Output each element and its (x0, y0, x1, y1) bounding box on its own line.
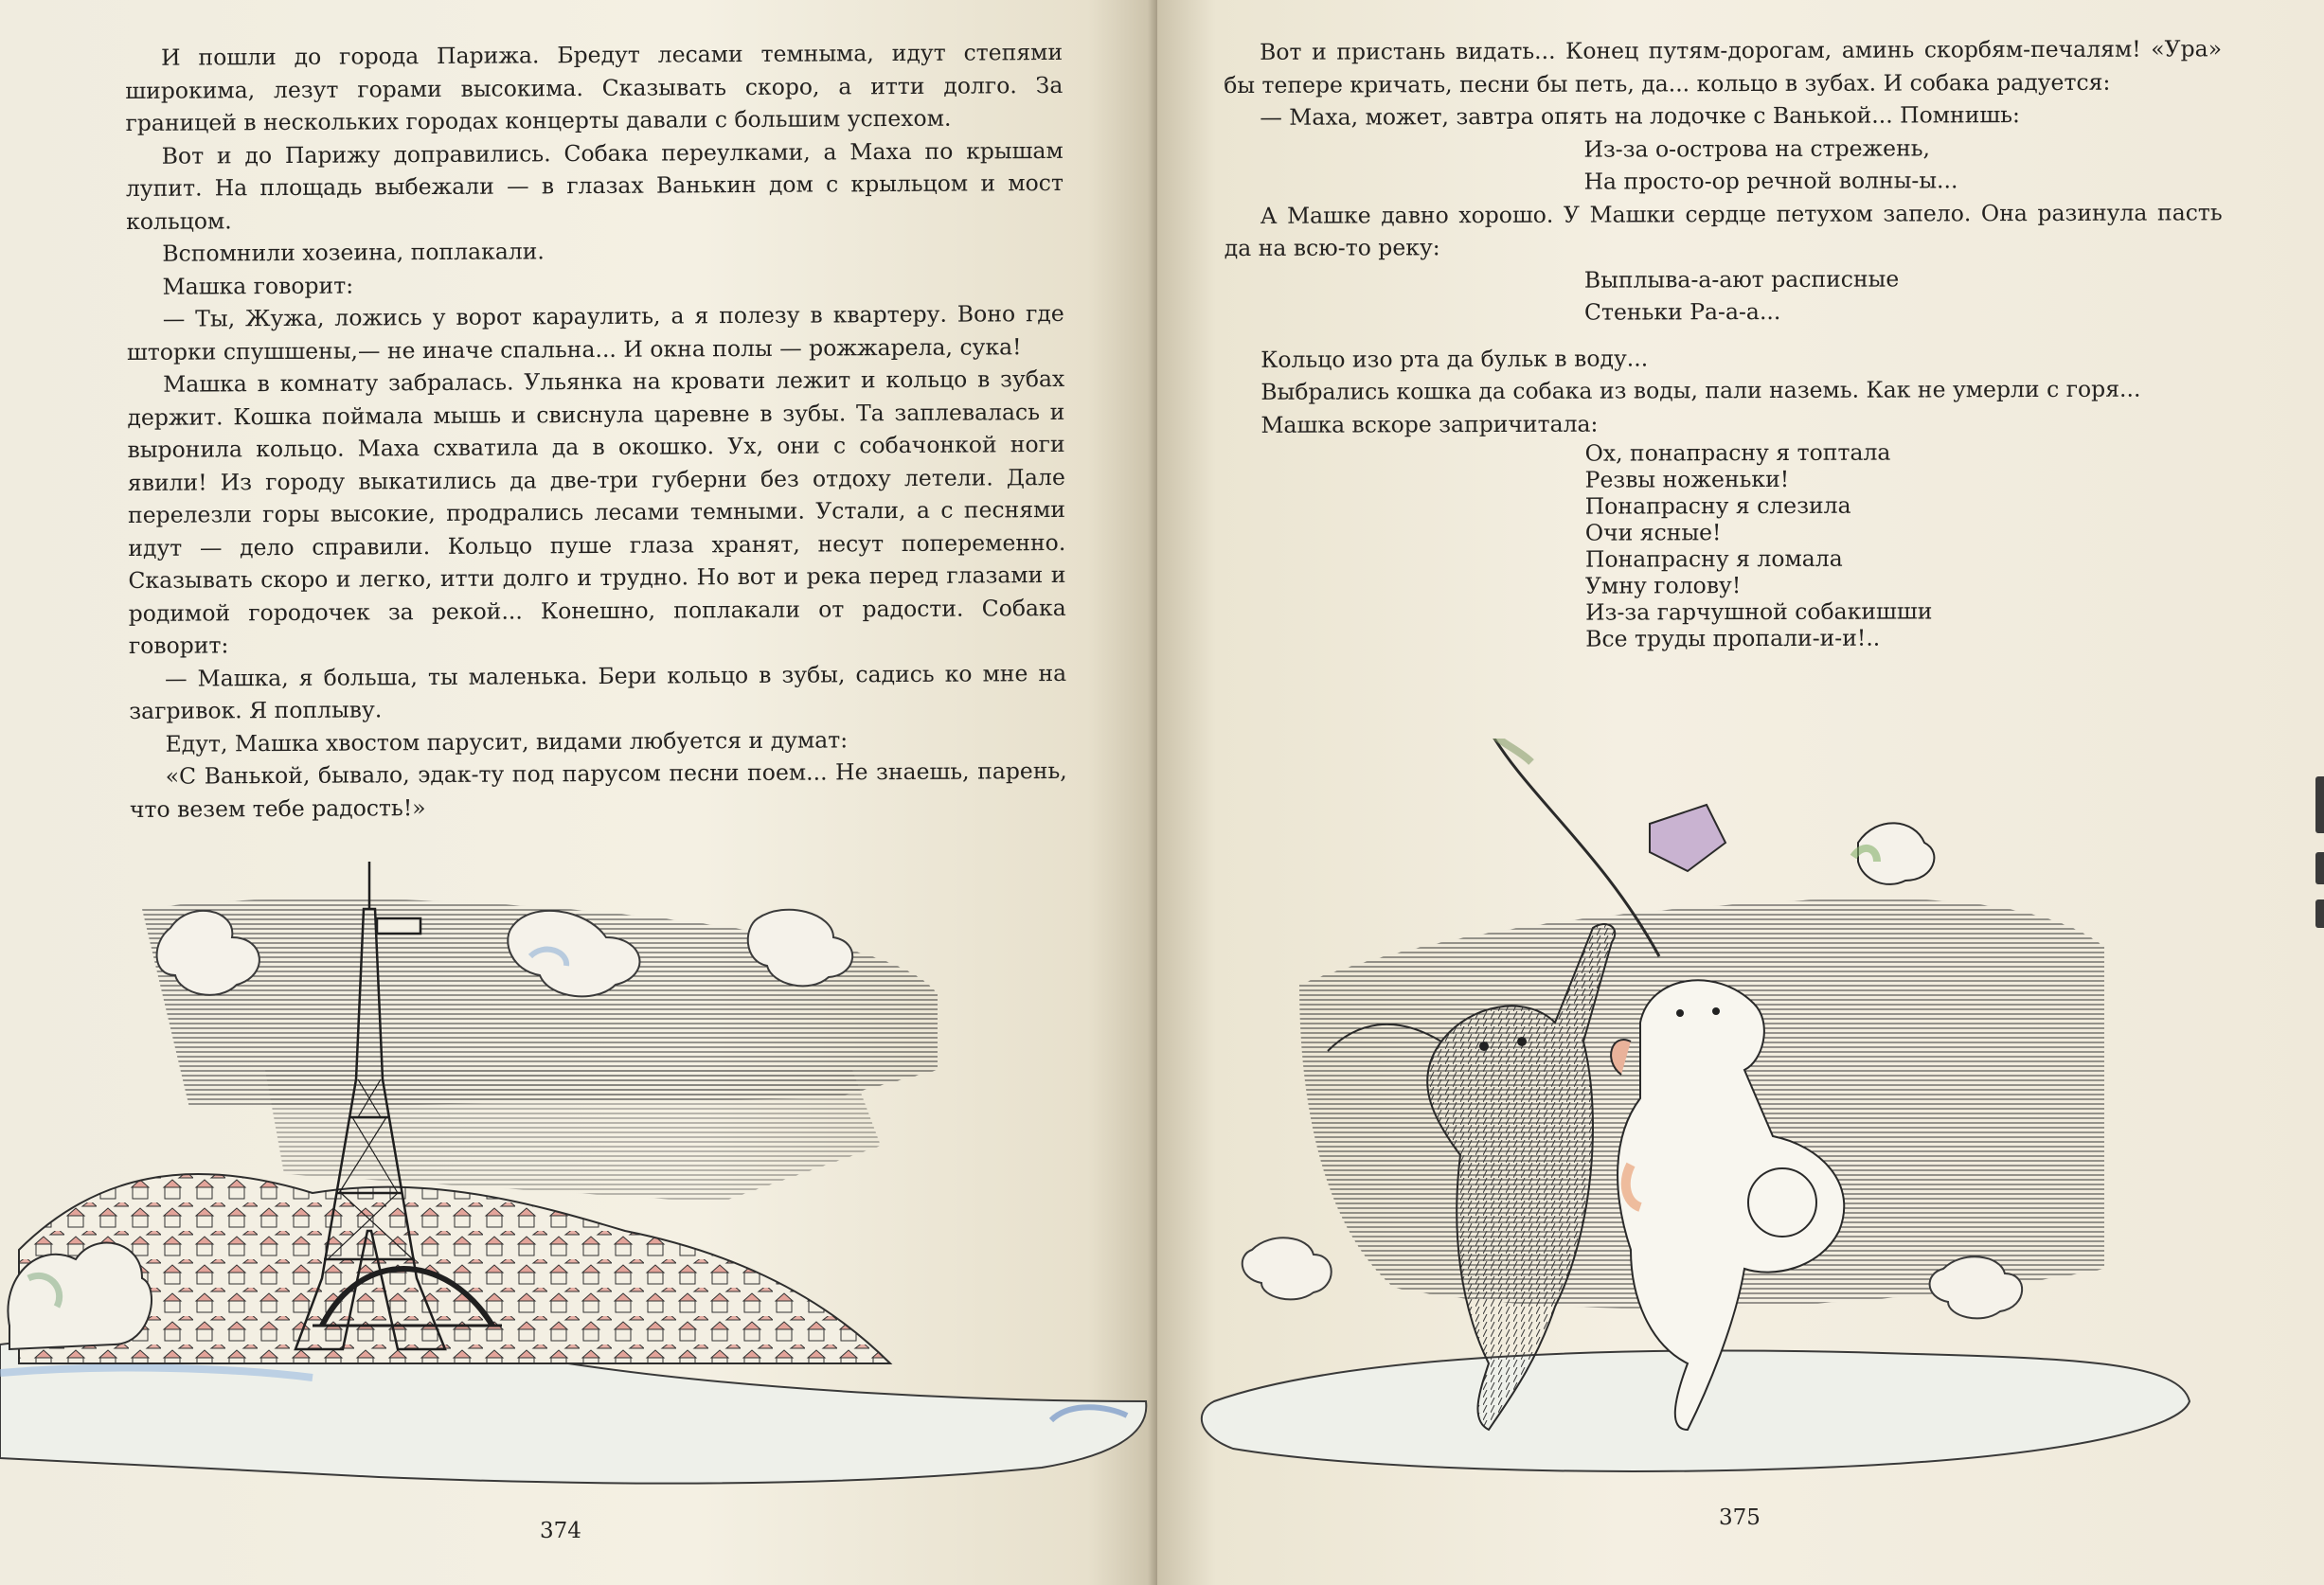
verse-2 (1584, 261, 2223, 329)
paragraph: Вот и пристань видать... Конец путям-дорогам, аминь скорбям-печалям! «Ура» бы тепере кричать, песни бы петь, да... кольцо в зубах. И собака радуется: (1224, 35, 2223, 98)
paragraph: Едут, Машка хвостом парусит, видами любуется и думат: (165, 725, 849, 757)
cat-and-dog-illustration (1157, 739, 2324, 1515)
verse-3 (1584, 437, 2224, 651)
paragraph: Вот и до Парижу доправились. Собака переулками, а Маха по крышам лупит. На площадь выбежали — в глазах Ванькин дом с крыльцом и мост кольцом. (125, 136, 1064, 235)
right-page (1157, 0, 2324, 1585)
paragraph: «С Ванькой, бывало, эдак-ту под парусом песни поем... Не знаешь, парень, что везем тебе радость!» (129, 757, 1067, 823)
page-number: 374 (540, 1519, 581, 1543)
page-edge-tab (2315, 899, 2324, 928)
verse-line: На просто-ор речной волны-ы... (1583, 167, 1958, 195)
verse-line: Из-за гарчушной собакишши (1585, 597, 1933, 626)
verse-line: Резвы ноженьки! (1584, 465, 1790, 493)
paragraph: Машка говорит: (162, 272, 354, 300)
paragraph: Вспомнили хозеина, поплакали. (162, 238, 545, 267)
verse-1 (1583, 131, 2222, 198)
page-edge-tab (2315, 852, 2324, 884)
paragraph: Машка вскоре запричитала: (1260, 410, 1599, 438)
paragraph: Кольцо изо рта да бульк в воду... (1260, 344, 1649, 373)
verse-line: Понапрасну я ломала (1584, 544, 1843, 573)
paragraph: Машка в комнату забралась. Ульянка на кровати лежит и кольцо в зубах держит. Кошка поймала мышь и свиснула царевне в зубы. Та заплевалась и выронила кольцо. Маха схватила да в окошко. Ух, они с собачонкой ноги явили! Из городу выкатились да две-три губерни без отдоху летели. Дале перелезли горы высокие, продрались лесами темными. Устали, а с песнями идут — дело справили. Кольцо пуше глаза хранят, несут попеременно. Сказывать скоро и легко, итти долго и трудно. Но вот и река перед глазами и родимой городочек за рекой... Конешно, поплакали от радости. Собака говорит: (127, 365, 1066, 659)
verse-line: Ох, понапрасну я топтала (1584, 438, 1891, 467)
paragraph: — Ты, Жужа, ложись у ворот караулить, а я полезу в квартеру. Воно где шторки спушшены,— не иначе спальна... И окна полы — рожжарела, сука! (126, 299, 1064, 365)
paragraph: И пошли до города Парижа. Бредут лесами темныма, идут степями широкима, лезут горами высокима. Сказывать скоро, а итти долго. За границей в нескольких городах концерты давали с большим успехом. (125, 38, 1064, 136)
verse-line: Понапрасну я слезила (1584, 491, 1851, 520)
verse-line: Умну голову! (1584, 572, 1742, 599)
verse-line: Стеньки Ра-а-а... (1583, 297, 1781, 326)
verse-line: Выплыва-а-ают расписные (1583, 265, 1900, 294)
paragraph: А Машке давно хорошо. У Машки сердце петухом запело. Она разинула пасть да на всю-то реку: (1224, 198, 2223, 261)
paragraph: Выбрались кошка да собака из воды, пали наземь. Как не умерли с горя... (1260, 375, 2141, 405)
paragraph: — Машка, я больша, ты маленька. Бери кольцо в зубы, садись ко мне на загривок. Я поплыву. (129, 659, 1067, 724)
left-page (0, 0, 1157, 1585)
paragraph: — Маха, может, завтра опять на лодочке с Ванькой... Помнишь: (1260, 101, 2020, 131)
left-page-text (125, 36, 1067, 826)
paris-illustration (0, 833, 1157, 1515)
right-page-text (1224, 32, 2224, 653)
page-number: 375 (1719, 1505, 1761, 1530)
page-edge-tab (2315, 776, 2324, 833)
verse-line: Очи ясные! (1584, 519, 1722, 546)
verse-line: Из-за о-острова на стрежень, (1583, 134, 1931, 163)
verse-line: Все труды пропали-и-и!.. (1585, 624, 1881, 652)
